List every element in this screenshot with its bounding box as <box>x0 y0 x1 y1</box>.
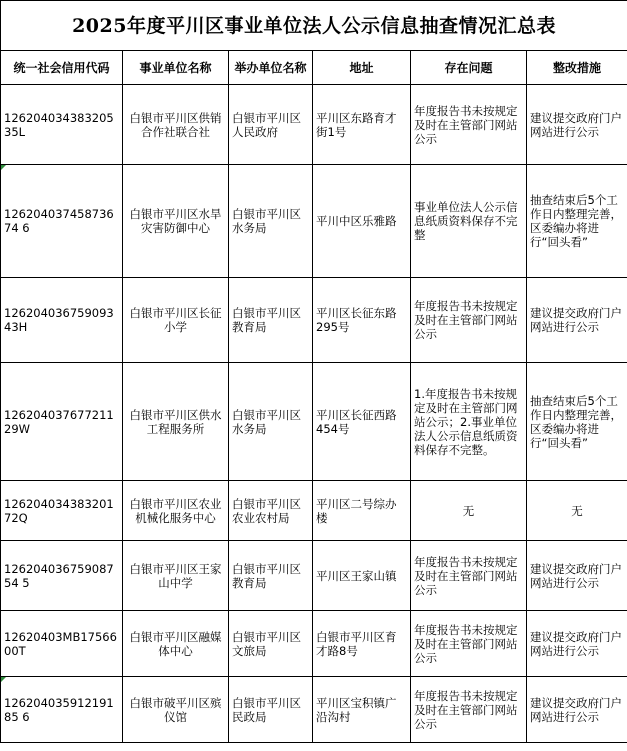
cell-address: 平川区王家山镇 <box>313 541 411 611</box>
cell-issue: 事业单位法人公示信息纸质资料保存不完整 <box>411 165 527 278</box>
cell-address: 平川区二号综办楼 <box>313 481 411 541</box>
cell-unit-name: 白银市平川区供水工程服务所 <box>123 363 229 481</box>
table-title: 2025年度平川区事业单位法人公示信息抽查情况汇总表 <box>1 1 627 51</box>
header-address: 地址 <box>313 51 411 85</box>
cell-measure: 建议提交政府门户网站进行公示 <box>527 611 627 677</box>
header-measure: 整改措施 <box>527 51 627 85</box>
title-row <box>1 1 627 51</box>
cell-address: 平川区长征西路454号 <box>313 363 411 481</box>
cell-measure: 建议提交政府门户网站进行公示 <box>527 278 627 363</box>
header-credit-code: 统一社会信用代码 <box>1 51 123 85</box>
table-row <box>1 165 627 278</box>
cell-organizer: 白银市平川区人民政府 <box>229 85 313 165</box>
table-row <box>1 363 627 481</box>
table-row <box>1 481 627 541</box>
table-row <box>1 677 627 743</box>
header-issue: 存在问题 <box>411 51 527 85</box>
cell-address: 平川区东路育才街1号 <box>313 85 411 165</box>
cell-measure: 建议提交政府门户网站进行公示 <box>527 541 627 611</box>
table-row <box>1 611 627 677</box>
cell-organizer: 白银市平川区农业农村局 <box>229 481 313 541</box>
cell-address: 平川中区乐雅路 <box>313 165 411 278</box>
cell-measure: 建议提交政府门户网站进行公示 <box>527 85 627 165</box>
cell-address: 白银市平川区育才路8号 <box>313 611 411 677</box>
cell-measure: 无 <box>527 481 627 541</box>
cell-issue: 无 <box>411 481 527 541</box>
cell-issue: 年度报告书未按规定及时在主管部门网站公示 <box>411 278 527 363</box>
cell-unit-name: 白银市平川区融媒体中心 <box>123 611 229 677</box>
cell-credit-code: 12620403438320535L <box>1 85 123 165</box>
cell-unit-name: 白银市平川区供销合作社联合社 <box>123 85 229 165</box>
cell-address: 平川区长征东路295号 <box>313 278 411 363</box>
cell-unit-name: 白银市平川区农业机械化服务中心 <box>123 481 229 541</box>
cell-credit-code: 12620403675909343H <box>1 278 123 363</box>
cell-issue: 1.年度报告书未按规定及时在主管部门网站公示；2.事业单位法人公示信息纸质资料保存不完整。 <box>411 363 527 481</box>
header-organizer: 举办单位名称 <box>229 51 313 85</box>
cell-issue: 年度报告书未按规定及时在主管部门网站公示 <box>411 85 527 165</box>
cell-unit-name: 白银市平川区王家山中学 <box>123 541 229 611</box>
cell-credit-code: 12620403745873674 6 <box>1 165 123 278</box>
cell-organizer: 白银市平川区水务局 <box>229 165 313 278</box>
cell-credit-code: 12620403767721129W <box>1 363 123 481</box>
cell-credit-code: 12620403591219185 6 <box>1 677 123 743</box>
cell-unit-name: 白银市平川区水旱灾害防御中心 <box>123 165 229 278</box>
cell-credit-code: 12620403MB1756600T <box>1 611 123 677</box>
table-row <box>1 541 627 611</box>
cell-measure: 建议提交政府门户网站进行公示 <box>527 677 627 743</box>
header-row <box>1 51 627 85</box>
table-row <box>1 85 627 165</box>
cell-credit-code: 12620403438320172Q <box>1 481 123 541</box>
cell-organizer: 白银市平川区教育局 <box>229 278 313 363</box>
cell-address: 平川区宝积镇广沿沟村 <box>313 677 411 743</box>
cell-issue: 年度报告书未按规定及时在主管部门网站公示 <box>411 541 527 611</box>
cell-issue: 年度报告书未按规定及时在主管部门网站公示 <box>411 677 527 743</box>
cell-unit-name: 白银市平川区长征小学 <box>123 278 229 363</box>
cell-measure: 抽查结束后5个工作日内整理完善，区委编办将进行“回头看” <box>527 363 627 481</box>
cell-unit-name: 白银市破平川区殡仪馆 <box>123 677 229 743</box>
cell-organizer: 白银市平川区水务局 <box>229 363 313 481</box>
cell-measure: 抽查结束后5个工作日内整理完善，区委编办将进行“回头看” <box>527 165 627 278</box>
cell-issue: 年度报告书未按规定及时在主管部门网站公示 <box>411 611 527 677</box>
table-row <box>1 278 627 363</box>
cell-credit-code: 12620403675908754 5 <box>1 541 123 611</box>
cell-organizer: 白银市平川区文旅局 <box>229 611 313 677</box>
cell-organizer: 白银市平川区民政局 <box>229 677 313 743</box>
cell-organizer: 白银市平川区教育局 <box>229 541 313 611</box>
header-unit-name: 事业单位名称 <box>123 51 229 85</box>
